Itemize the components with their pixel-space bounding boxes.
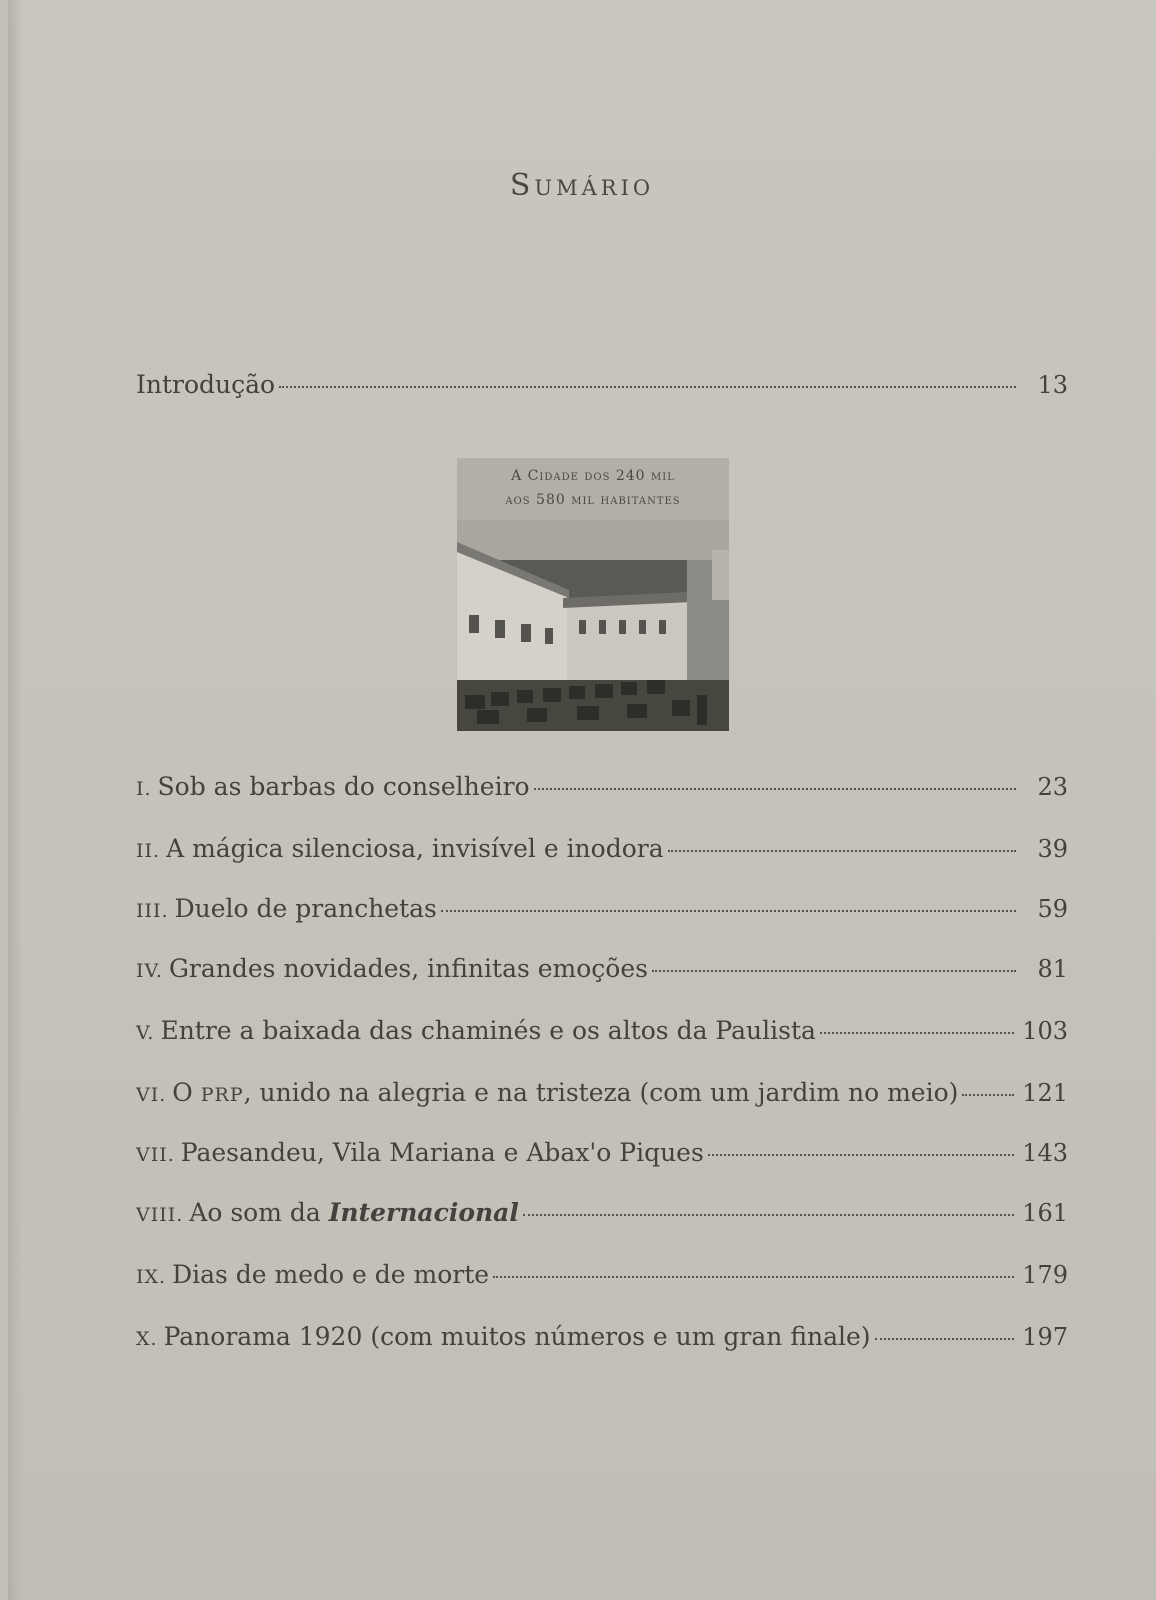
toc-entry-label: Duelo de pranchetas bbox=[174, 894, 437, 923]
page-title: Sumário bbox=[509, 168, 655, 203]
dot-leader bbox=[652, 970, 1016, 972]
toc-entry-chapter-6 bbox=[136, 1078, 1068, 1118]
toc-entry-chapter-9 bbox=[136, 1260, 1068, 1300]
dot-leader bbox=[668, 850, 1016, 852]
chapter-number: VI. bbox=[136, 1084, 167, 1106]
dot-leader bbox=[493, 1276, 1014, 1278]
toc-entry-chapter-1 bbox=[136, 772, 1068, 812]
toc-entry-page: 197 bbox=[1022, 1323, 1068, 1351]
toc-entry-page: 13 bbox=[1037, 371, 1068, 399]
toc-entry-chapter-7 bbox=[136, 1138, 1068, 1178]
dot-leader bbox=[279, 386, 1016, 388]
toc-entry-label: Dias de medo e de morte bbox=[172, 1260, 490, 1289]
toc-entry-chapter-8 bbox=[136, 1198, 1068, 1238]
toc-entry-chapter-2 bbox=[136, 834, 1068, 874]
toc-entry-label-italic: Internacional bbox=[328, 1198, 519, 1227]
street-photo bbox=[457, 520, 729, 731]
chapter-number: I. bbox=[136, 778, 152, 800]
dot-leader bbox=[875, 1338, 1015, 1340]
toc-entry-label-prefix: O bbox=[172, 1078, 201, 1107]
toc-entry-label: Paesandeu, Vila Mariana e Abax'o Piques bbox=[180, 1138, 704, 1167]
toc-entry-page: 179 bbox=[1022, 1261, 1068, 1289]
toc-entry-label: Entre a baixada das chaminés e os altos da Paulista bbox=[160, 1016, 816, 1045]
toc-entry-label: Sob as barbas do conselheiro bbox=[157, 772, 530, 801]
dot-leader bbox=[820, 1032, 1014, 1034]
chapter-number: III. bbox=[136, 900, 169, 922]
dot-leader bbox=[534, 788, 1016, 790]
chapter-number: VIII. bbox=[136, 1204, 184, 1226]
chapter-number: IX. bbox=[136, 1266, 167, 1288]
toc-entry-page: 39 bbox=[1037, 835, 1068, 863]
chapter-number: V. bbox=[136, 1022, 155, 1044]
toc-entry-page: 143 bbox=[1022, 1139, 1068, 1167]
toc-entry-introduction bbox=[136, 370, 1068, 410]
toc-entry-label: A mágica silenciosa, invisível e inodora bbox=[166, 834, 664, 863]
toc-entry-chapter-3 bbox=[136, 894, 1068, 934]
chapter-number: VII. bbox=[136, 1144, 175, 1166]
toc-entry-page: 59 bbox=[1037, 895, 1068, 923]
plate-caption bbox=[457, 458, 729, 520]
chapter-number: X. bbox=[136, 1328, 158, 1350]
dot-leader bbox=[441, 910, 1016, 912]
toc-entry-label-prefix: Ao som da bbox=[189, 1198, 329, 1227]
section-plate bbox=[457, 458, 729, 731]
toc-entry-chapter-4 bbox=[136, 954, 1068, 994]
party-abbreviation: PRP bbox=[200, 1084, 244, 1106]
chapter-number: IV. bbox=[136, 960, 163, 982]
toc-entry-label-suffix: , unido na alegria e na tristeza (com um jardim no meio) bbox=[243, 1078, 959, 1107]
dot-leader bbox=[708, 1154, 1014, 1156]
book-page bbox=[8, 0, 1156, 1600]
toc-entry-label: Introdução bbox=[136, 370, 276, 399]
toc-entry-page: 121 bbox=[1022, 1079, 1068, 1107]
dot-leader bbox=[523, 1214, 1014, 1216]
toc-entry-page: 103 bbox=[1022, 1017, 1068, 1045]
toc-entry-page: 23 bbox=[1037, 773, 1068, 801]
toc-entry-label bbox=[172, 1078, 958, 1107]
toc-entry-label: Grandes novidades, infinitas emoções bbox=[168, 954, 648, 983]
plate-caption-line-1: A Cidade dos 240 mil bbox=[511, 468, 675, 484]
chapter-number: II. bbox=[136, 840, 161, 862]
toc-entry-label: Panorama 1920 (com muitos números e um gran finale) bbox=[163, 1322, 871, 1351]
toc-entry-page: 81 bbox=[1037, 955, 1068, 983]
toc-entry-page: 161 bbox=[1022, 1199, 1068, 1227]
toc-entry-label bbox=[189, 1198, 519, 1227]
plate-caption-line-2: aos 580 mil habitantes bbox=[505, 492, 681, 508]
dot-leader bbox=[962, 1094, 1014, 1096]
toc-entry-chapter-5 bbox=[136, 1016, 1068, 1056]
toc-entry-chapter-10 bbox=[136, 1322, 1068, 1362]
